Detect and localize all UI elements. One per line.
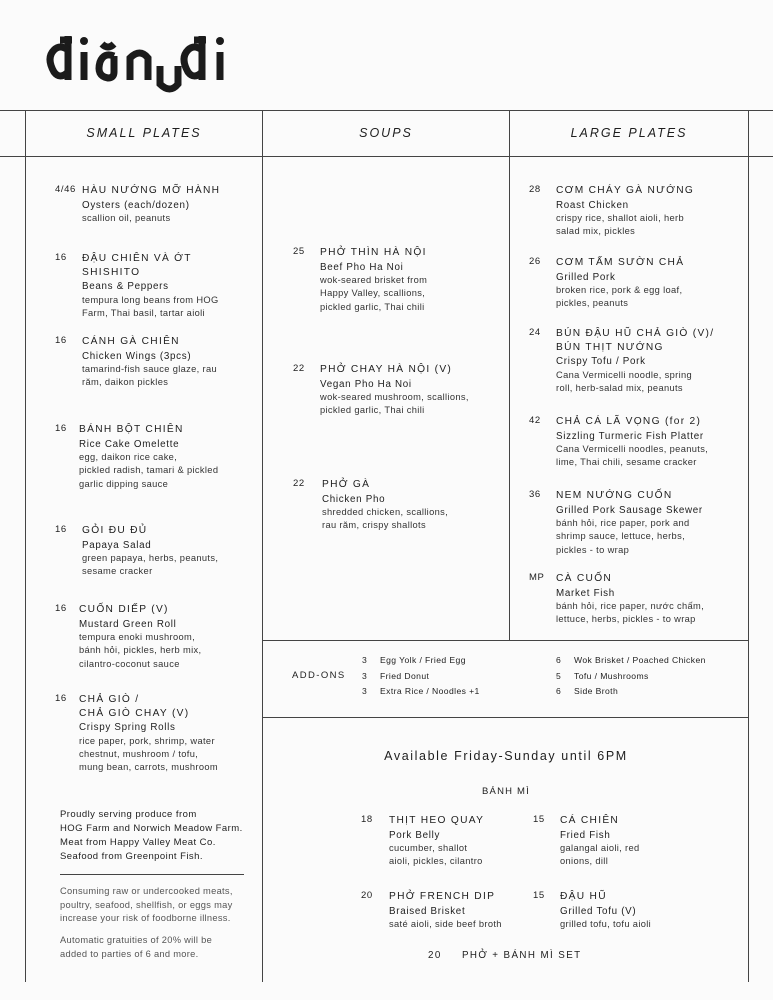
item-description: Farm, Thai basil, tartar aioli <box>82 307 205 318</box>
item-name: ĐẬU CHIÊN VÀ ỚT SHISHITO <box>82 253 192 278</box>
warning-line: increase your risk of foodborne illness. <box>60 913 231 924</box>
addon-name: Fried Donut <box>380 671 430 681</box>
item-name-line-2: BÚN THỊT NƯỚNG <box>556 341 664 353</box>
item-price: 36 <box>529 489 541 500</box>
item-name: ĐẬU HŨ <box>560 891 607 902</box>
gratuity-line: added to parties of 6 and more. <box>60 948 199 959</box>
item-description: Cana Vermicelli noodles, peanuts, <box>556 444 709 454</box>
item-english-name: Papaya Salad <box>82 539 152 551</box>
item-description: Cana Vermicelli noodle, spring <box>556 369 693 380</box>
item-description: pickled garlic, Thai chili <box>320 301 425 312</box>
item-english-name: Mustard Green Roll <box>79 618 177 630</box>
item-description: cucumber, shallot <box>389 843 468 853</box>
item-description: shrimp sauce, lettuce, herbs, <box>556 531 685 542</box>
addon-name: Tofu / Mushrooms <box>574 671 649 681</box>
set-name: PHỞ + BÁNH MÌ SET <box>461 950 582 961</box>
pho-banh-mi-set <box>428 950 582 961</box>
item-english-name: Pork Belly <box>389 829 441 841</box>
right-border <box>748 110 749 982</box>
item-price: 15 <box>533 890 545 901</box>
item-name: HÀU NƯỚNG MỠ HÀNH <box>82 185 221 196</box>
item-description: răm, daikon pickles <box>82 377 169 388</box>
sourcing-line: Seafood from Greenpoint Fish. <box>60 851 203 862</box>
addon-price: 5 <box>556 671 562 681</box>
warning-line: Consuming raw or undercooked meats, <box>60 886 233 896</box>
set-price: 20 <box>428 950 442 961</box>
item-description: pickles - to wrap <box>556 544 630 555</box>
item-name: THỊT HEO QUAY <box>389 815 485 826</box>
sourcing-line: Proudly serving produce from <box>60 809 197 820</box>
header-top-rule <box>0 110 773 111</box>
item-description: wok-seared mushroom, scallions, <box>320 392 469 402</box>
item-description: sesame cracker <box>82 566 153 577</box>
item-english-name: Fried Fish <box>560 829 611 841</box>
item-description: salad mix, pickles <box>556 226 636 237</box>
item-description: bánh hỏi, rice paper, pork and <box>556 518 690 528</box>
item-description: Happy Valley, scallions, <box>320 288 426 299</box>
column-divider-2 <box>509 110 510 640</box>
item-description: scallion oil, peanuts <box>82 213 171 223</box>
item-price: 16 <box>55 693 67 704</box>
item-price: 42 <box>529 415 541 426</box>
item-description: bánh hỏi, rice paper, nước chấm, <box>556 601 705 611</box>
item-english-name: Grilled Pork Sausage Skewer <box>556 504 703 516</box>
item-price: 16 <box>55 423 67 434</box>
addons-top-rule <box>262 640 749 641</box>
item-description: cilantro-coconut sauce <box>79 658 180 669</box>
item-english-name: Beans & Peppers <box>82 281 169 292</box>
gratuity-note <box>60 934 260 961</box>
item-name: CÁNH GÀ CHIÊN <box>82 336 180 347</box>
column-divider-1 <box>262 110 263 982</box>
item-english-name: Grilled Tofu (V) <box>560 905 637 917</box>
header-bottom-rule <box>0 156 773 157</box>
item-name: BÁNH BỘT CHIÊN <box>79 424 184 435</box>
item-english-name: Braised Brisket <box>389 905 466 917</box>
item-english-name: Vegan Pho Ha Noi <box>320 378 412 390</box>
item-english-name: Oysters (each/dozen) <box>82 199 190 211</box>
item-name: BÚN ĐẬU HŨ CHẢ GIÒ (V)/ <box>556 328 715 339</box>
item-description: rice paper, pork, shrimp, water <box>79 735 215 746</box>
item-price: 4/46 <box>55 184 76 195</box>
item-description: green papaya, herbs, peanuts, <box>82 553 219 563</box>
addon-name: Extra Rice / Noodles +1 <box>380 686 480 696</box>
item-price: 16 <box>55 603 67 614</box>
heading-large-plates: LARGE PLATES <box>570 126 688 140</box>
addons-label: ADD-ONS <box>292 670 346 681</box>
item-english-name: Rice Cake Omelette <box>79 438 180 450</box>
item-english-name: Sizzling Turmeric Fish Platter <box>556 430 704 442</box>
item-price: 26 <box>529 256 541 267</box>
item-description: shredded chicken, scallions, <box>322 507 449 517</box>
heading-small-plates: SMALL PLATES <box>86 126 202 140</box>
item-english-name: Crispy Spring Rolls <box>79 722 176 733</box>
item-english-name: Roast Chicken <box>556 199 629 211</box>
item-price: 28 <box>529 184 541 195</box>
item-price: 15 <box>533 814 545 825</box>
item-english-name: Market Fish <box>556 587 615 599</box>
restaurant-logo <box>42 14 252 105</box>
item-english-name: Beef Pho Ha Noi <box>320 261 404 273</box>
addon-price: 3 <box>362 655 368 665</box>
item-description: lime, Thai chili, sesame cracker <box>556 457 697 468</box>
addon-name: Side Broth <box>574 686 619 696</box>
item-description: mung bean, carrots, mushroom <box>79 762 218 773</box>
item-name: CÁ CHIÊN <box>560 815 620 826</box>
addon-name: Egg Yolk / Fried Egg <box>380 655 466 665</box>
left-border <box>25 110 26 982</box>
item-price: 16 <box>55 252 67 263</box>
item-description: rau răm, crispy shallots <box>322 520 426 531</box>
item-name: CHẢ CÁ LÃ VỌNG (for 2) <box>556 416 702 427</box>
addon-price: 6 <box>556 686 562 696</box>
availability-note: Available Friday-Sunday until 6PM <box>384 749 628 763</box>
item-english-name: Chicken Wings (3pcs) <box>82 350 192 362</box>
addon-price: 6 <box>556 655 562 665</box>
item-description: pickles, peanuts <box>556 298 629 309</box>
item-description: pickled garlic, Thai chili <box>320 405 425 416</box>
item-price: 20 <box>361 890 373 901</box>
item-description: crispy rice, shallot aioli, herb <box>556 213 684 223</box>
item-description: grilled tofu, tofu aioli <box>560 919 652 929</box>
addon-price: 3 <box>362 671 368 681</box>
item-english-name: Chicken Pho <box>322 493 386 505</box>
item-english-name: Crispy Tofu / Pork <box>556 356 646 367</box>
item-description: bánh hỏi, pickles, herb mix, <box>79 645 202 656</box>
item-price: 22 <box>293 478 305 489</box>
item-price: 16 <box>55 524 67 535</box>
gratuity-line: Automatic gratuities of 20% will be <box>60 935 213 945</box>
addon-name: Wok Brisket / Poached Chicken <box>574 655 706 665</box>
banh-mi-heading: BÁNH MÌ <box>482 786 530 797</box>
item-price: 16 <box>55 335 67 346</box>
item-description: chestnut, mushroom / tofu, <box>79 748 199 759</box>
item-description: onions, dill <box>560 856 609 867</box>
item-name: PHỞ CHAY HÀ NỘI (V) <box>320 364 453 375</box>
item-name: CÀ CUỐN <box>556 573 613 584</box>
item-price: 24 <box>529 327 541 338</box>
item-name: CHẢ GIÒ / <box>79 694 140 705</box>
item-description: tempura long beans from HOG <box>82 294 219 305</box>
item-description: wok-seared brisket from <box>320 275 428 285</box>
item-description: broken rice, pork & egg loaf, <box>556 285 683 295</box>
item-price: MP <box>529 572 545 583</box>
item-name: PHỞ GÀ <box>322 479 371 490</box>
addons-bottom-rule <box>262 717 749 718</box>
item-description: saté aioli, side beef broth <box>389 919 502 929</box>
item-name: NEM NƯỚNG CUỐN <box>556 490 673 501</box>
item-description: egg, daikon rice cake, <box>79 452 178 462</box>
item-name-line-2: CHẢ GIÒ CHAY (V) <box>79 707 190 719</box>
logo-mark <box>42 14 252 100</box>
item-name: CUỐN DIẾP (V) <box>79 604 169 615</box>
item-description: galangal aioli, red <box>560 843 640 853</box>
footer-divider <box>60 874 244 875</box>
item-description: garlic dipping sauce <box>79 478 169 489</box>
sourcing-note <box>60 808 260 864</box>
sourcing-line: HOG Farm and Norwich Meadow Farm. <box>60 823 243 834</box>
item-price: 22 <box>293 363 305 374</box>
food-safety-warning <box>60 885 260 926</box>
item-description: aioli, pickles, cilantro <box>389 856 483 867</box>
item-price: 18 <box>361 814 373 825</box>
addon-price: 3 <box>362 686 368 696</box>
sourcing-line: Meat from Happy Valley Meat Co. <box>60 837 216 848</box>
warning-line: poultry, seafood, shellfish, or eggs may <box>60 899 233 910</box>
item-name: GỎI ĐU ĐỦ <box>82 525 148 536</box>
item-english-name: Grilled Pork <box>556 271 616 283</box>
item-name: CƠM CHÁY GÀ NƯỚNG <box>556 185 695 196</box>
item-description: roll, herb-salad mix, peanuts <box>556 382 683 393</box>
item-description: lettuce, herbs, pickles - to wrap <box>556 614 696 625</box>
item-name: PHỞ THÌN HÀ NỘI <box>320 247 427 258</box>
heading-soups: SOUPS <box>359 126 413 140</box>
item-description: tempura enoki mushroom, <box>79 632 196 642</box>
item-name: PHỞ FRENCH DIP <box>389 891 496 902</box>
item-name: CƠM TẤM SƯỜN CHẢ <box>556 257 685 268</box>
item-description: tamarind-fish sauce glaze, rau <box>82 364 218 374</box>
item-description: pickled radish, tamari & pickled <box>79 465 219 476</box>
item-price: 25 <box>293 246 305 257</box>
